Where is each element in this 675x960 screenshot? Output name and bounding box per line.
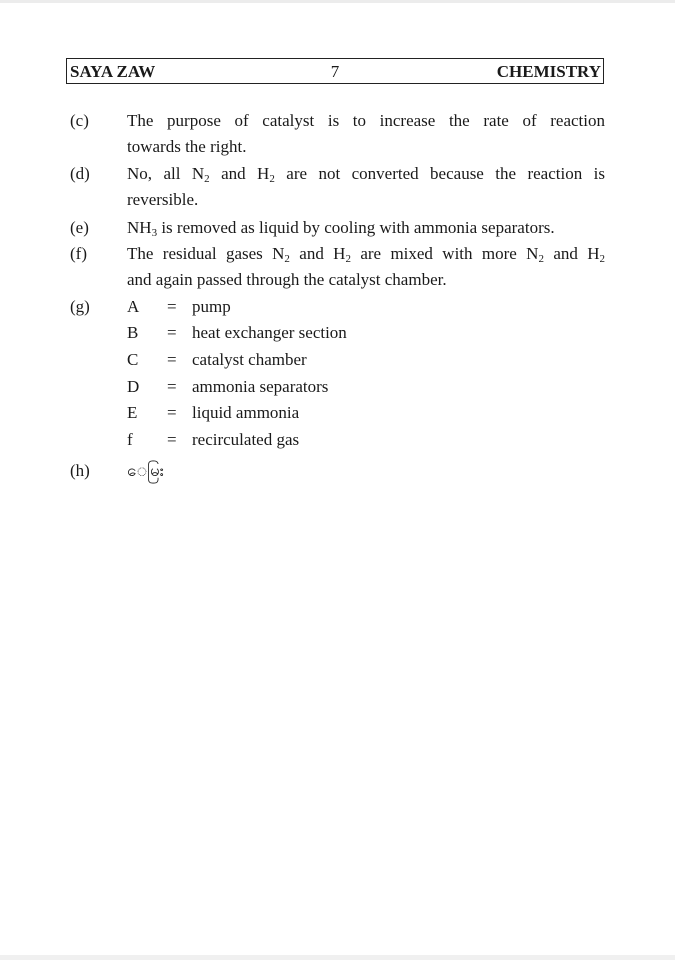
- key-equals: =: [167, 403, 177, 422]
- answer-c-line1: The purpose of catalyst is to increase the rate of reaction: [127, 111, 605, 130]
- answer-f-line1: [127, 241, 605, 267]
- answer-h-label: (h): [70, 461, 90, 480]
- page-header: [66, 58, 604, 84]
- answer-d-line1: [127, 161, 605, 187]
- answer-f-sub2: 2: [345, 253, 351, 265]
- answer-d-line2: reversible.: [127, 190, 199, 209]
- answer-e-t1: NH: [127, 218, 152, 237]
- answer-c-line2: towards the right.: [127, 137, 247, 156]
- answer-d-text: [127, 161, 605, 213]
- answer-e-label: (e): [70, 218, 89, 237]
- key-value: pump: [192, 297, 231, 316]
- key-letter: A: [127, 297, 140, 316]
- key-equals: =: [167, 377, 177, 396]
- answer-f-t1: The residual gases N: [127, 244, 285, 263]
- key-equals: =: [167, 350, 177, 369]
- key-letter: f: [127, 430, 133, 449]
- answer-e-text: [127, 215, 605, 241]
- header-author: SAYA ZAW: [70, 62, 156, 81]
- answer-f-label: (f): [70, 244, 87, 263]
- answer-g-label: (g): [70, 297, 90, 316]
- page-bottom-edge: [0, 955, 675, 960]
- answer-d-label: (d): [70, 164, 90, 183]
- answer-c-text: [127, 108, 605, 160]
- answer-f-t3: are mixed with more N: [350, 244, 539, 263]
- header-page-number: 7: [330, 62, 340, 81]
- answer-h-text: ေမြး: [127, 461, 165, 481]
- key-value: heat exchanger section: [192, 323, 347, 342]
- key-equals: =: [167, 297, 177, 316]
- answer-e-sub1: 3: [151, 227, 158, 239]
- answer-f-sub1: 2: [284, 253, 290, 265]
- key-value: liquid ammonia: [192, 403, 300, 422]
- key-value: catalyst chamber: [192, 350, 307, 369]
- answer-f-text: [127, 241, 605, 293]
- key-value: recirculated gas: [192, 430, 300, 449]
- key-letter: D: [127, 377, 140, 396]
- answer-d-t3: are not converted because the reaction is: [274, 164, 605, 183]
- answer-d-t2: and H: [209, 164, 270, 183]
- key-equals: =: [167, 323, 177, 342]
- answer-f-sub3: 2: [538, 253, 544, 265]
- key-letter: B: [127, 323, 139, 342]
- key-letter: E: [127, 403, 138, 422]
- answer-e-t2: is removed as liquid by cooling with ammonia separators.: [157, 218, 555, 237]
- key-letter: C: [127, 350, 139, 369]
- key-value: ammonia separators: [192, 377, 329, 396]
- answer-d-sub1: 2: [204, 173, 210, 185]
- header-subject: CHEMISTRY: [496, 62, 601, 81]
- answer-f-t4: and H: [543, 244, 600, 263]
- answer-f-t2: and H: [289, 244, 346, 263]
- answer-c-label: (c): [70, 111, 89, 130]
- key-equals: =: [167, 430, 177, 449]
- answer-f-line2: and again passed through the catalyst chamber.: [127, 270, 447, 289]
- answer-f-sub4: 2: [599, 253, 605, 265]
- answer-d-t1: No, all N: [127, 164, 205, 183]
- answer-d-sub2: 2: [269, 173, 275, 185]
- page-top-edge: [0, 0, 675, 3]
